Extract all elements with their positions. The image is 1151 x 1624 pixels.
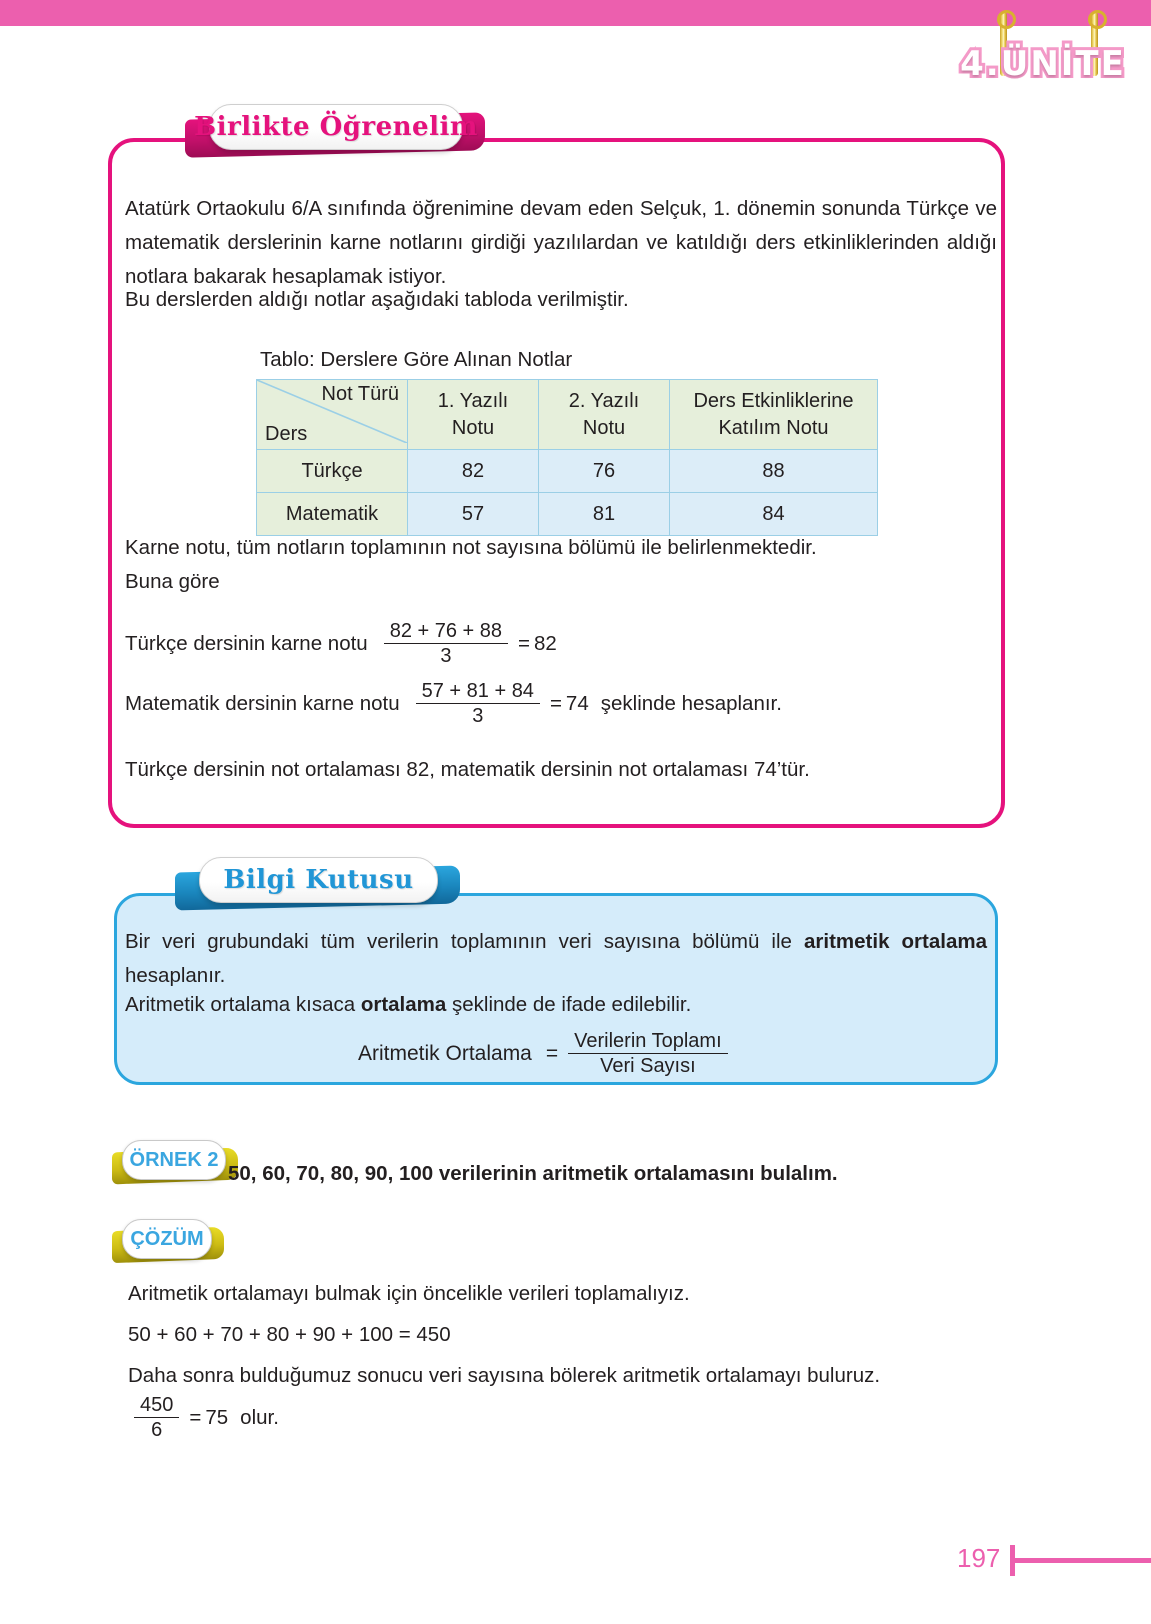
conclusion-paragraph: Türkçe dersinin not ortalaması 82, matematik dersinin not ortalaması 74’tür.: [125, 758, 810, 781]
cell-turkce-2: 76: [539, 450, 670, 493]
solution-step-2: Daha sonra bulduğumuz sonucu veri sayısına bölerek aritmetik ortalamayı buluruz.: [128, 1364, 881, 1387]
table-header-row: [257, 380, 878, 450]
equation-matematik-numerator: 57 + 81 + 84: [421, 680, 534, 702]
table-header-cell-3: [670, 380, 878, 450]
header-line-2a: 2. Yazılı: [568, 389, 640, 412]
intro-paragraph: Atatürk Ortaokulu 6/A sınıfında öğrenimine devam eden Selçuk, 1. dönemin sonunda Türkçe ve matematik derslerinin karne notlarını girdiği yazılılardan ve katıldığı ders etkinliklerinden aldığı notlara bakarak hesaplamak istiyor.: [125, 197, 997, 288]
solution-tag-label: ÇÖZÜM: [130, 1227, 204, 1250]
page-footer-rule: [1010, 1558, 1151, 1563]
equation-matematik: [125, 680, 782, 727]
equation-matematik-fraction: [416, 680, 540, 727]
unit-badge: [938, 8, 1148, 104]
table-corner-cell: [257, 380, 408, 450]
header-line-2b: Notu: [582, 416, 626, 439]
solution-step-1: Aritmetik ortalamayı bulmak için öncelikle verileri toplamalıyız.: [128, 1282, 690, 1305]
example-tag: [108, 1140, 240, 1184]
cell-turkce-3: 88: [670, 450, 878, 493]
equation-matematik-denominator: 3: [416, 703, 540, 727]
info-line1-part-a: Bir veri grubundaki tüm verilerin toplamının veri sayısına bölümü ile: [125, 930, 805, 953]
cell-turkce-1: 82: [408, 450, 539, 493]
equation-result-numerator: 450: [140, 1394, 174, 1416]
cell-matematik-3: 84: [670, 493, 878, 536]
unit-label: 4.ÜNİTE: [960, 44, 1126, 84]
equation-result-fraction: [134, 1394, 179, 1441]
row-course-matematik: Matematik: [257, 493, 408, 536]
equation-turkce-equals: =: [518, 631, 531, 655]
learn-together-banner: [185, 104, 485, 156]
equation-mean-denominator: Veri Sayısı: [568, 1053, 727, 1077]
info-line2-bold: ortalama: [360, 993, 447, 1016]
karne-rule-line-2: Buna göre: [125, 570, 220, 593]
header-line-1a: 1. Yazılı: [437, 389, 509, 412]
table-lead-paragraph: Bu derslerden aldığı notlar aşağıdaki tabloda verilmiştir.: [125, 288, 629, 311]
info-line2-part-b: şeklinde de ifade edilebilir.: [446, 993, 692, 1016]
info-box-line-2: [125, 988, 987, 1022]
learn-together-banner-label: Birlikte Öğrenelim: [194, 112, 478, 142]
info-line1-part-b: hesaplanır.: [125, 964, 226, 987]
table-row: [257, 493, 878, 536]
table-header-cell-1: [408, 380, 539, 450]
example-tag-label: ÖRNEK 2: [129, 1148, 219, 1171]
table-header-cell-2: [539, 380, 670, 450]
ring-right-icon: [1088, 10, 1107, 29]
page-number: 197: [957, 1543, 1001, 1573]
equation-mean-equals: =: [545, 1041, 559, 1065]
equation-mean-numerator: Verilerin Toplamı: [574, 1030, 722, 1052]
row-course-turkce: Türkçe: [257, 450, 408, 493]
banner-plate: [199, 857, 438, 903]
ring-left-icon: [997, 10, 1016, 29]
equation-turkce-label: Türkçe dersinin karne notu: [125, 631, 368, 655]
equation-turkce: [125, 620, 557, 667]
tag-plate: [122, 1140, 226, 1180]
info-box-banner-label: Bilgi Kutusu: [223, 865, 414, 895]
corner-type-label: Not Türü: [321, 383, 399, 405]
corner-course-label: Ders: [265, 423, 308, 445]
equation-matematik-label: Matematik dersinin karne notu: [125, 691, 400, 715]
header-line-3a: Ders Etkinliklerine: [693, 389, 854, 412]
karne-rule-line-1: Karne notu, tüm notların toplamının not sayısına bölümü ile belirlenmektedir.: [125, 536, 817, 559]
equation-turkce-fraction: [384, 620, 508, 667]
equation-matematik-equals: =: [549, 691, 562, 715]
equation-result-value: 75: [205, 1405, 229, 1429]
table-caption: Tablo: Derslere Göre Alınan Notlar: [260, 348, 573, 371]
equation-arithmetic-mean: [358, 1030, 734, 1077]
example-question-text: 50, 60, 70, 80, 90, 100 verilerinin aritmetik ortalamasını bulalım.: [228, 1162, 838, 1185]
equation-mean-label: Aritmetik Ortalama: [358, 1041, 532, 1065]
cell-matematik-2: 81: [539, 493, 670, 536]
info-box-banner: [175, 857, 460, 909]
equation-turkce-numerator: 82 + 76 + 88: [389, 620, 503, 642]
header-line-1b: Notu: [451, 416, 495, 439]
solution-tag: [108, 1219, 226, 1263]
grades-table: [256, 379, 878, 536]
tag-plate: [122, 1219, 212, 1259]
banner-plate: [194, 104, 478, 150]
equation-turkce-denominator: 3: [384, 643, 508, 667]
karne-rule-paragraph: [125, 531, 997, 599]
equation-matematik-value: 74: [565, 691, 589, 715]
equation-turkce-value: 82: [534, 631, 557, 655]
equation-matematik-tail: şeklinde hesaplanır.: [600, 691, 782, 715]
header-line-3b: Katılım Notu: [718, 416, 829, 439]
info-line2-part-a: Aritmetik ortalama kısaca: [125, 993, 361, 1016]
equation-mean-fraction: [568, 1030, 727, 1077]
info-line1-bold: aritmetik ortalama: [804, 930, 987, 953]
equation-solution-result: [128, 1394, 279, 1441]
cell-matematik-1: 57: [408, 493, 539, 536]
table-row: [257, 450, 878, 493]
equation-result-tail: olur.: [240, 1405, 279, 1429]
info-box-line-1: [125, 925, 987, 993]
equation-result-equals: =: [189, 1405, 202, 1429]
solution-sum-line: 50 + 60 + 70 + 80 + 90 + 100 = 450: [128, 1323, 451, 1346]
equation-result-denominator: 6: [134, 1417, 179, 1441]
